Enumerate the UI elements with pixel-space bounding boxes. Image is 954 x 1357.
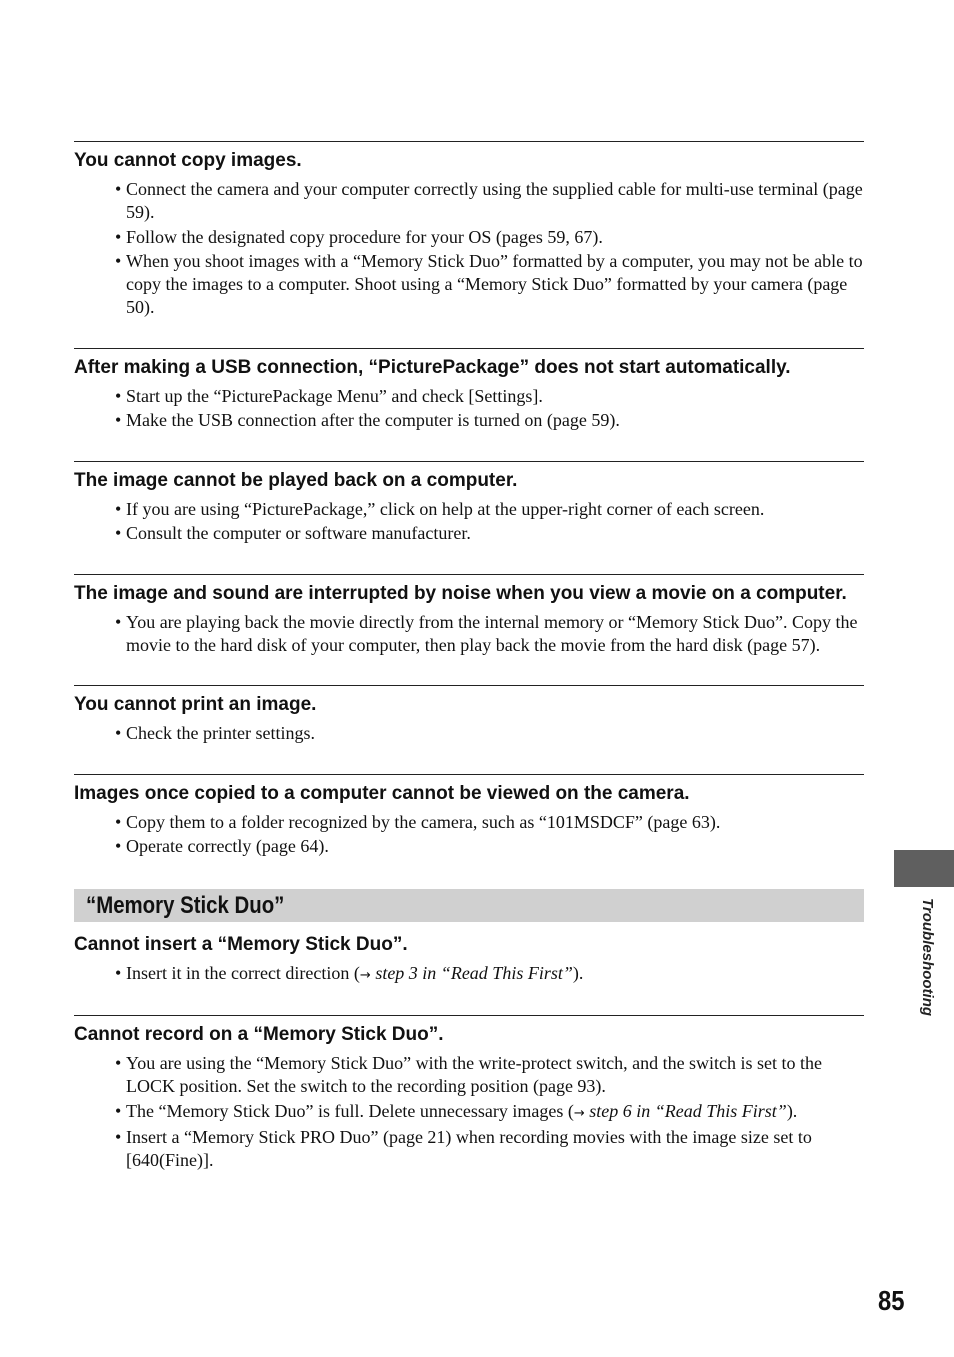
section-copied-images-camera: [74, 774, 864, 889]
section-heading: Cannot record on a “Memory Stick Duo”.: [74, 1024, 444, 1045]
section-cannot-insert: [74, 922, 864, 1016]
bullet-list: [74, 178, 864, 319]
list-item: • Connect the camera and your computer correctly using the supplied cable for multi-use terminal (page 59).: [115, 178, 864, 224]
list-item: • If you are using “PicturePackage,” click on help at the upper-right corner of each screen.: [115, 498, 864, 521]
list-item: • Copy them to a folder recognized by the camera, such as “101MSDCF” (page 63).: [115, 811, 864, 834]
item-text: The “Memory Stick Duo” is full. Delete unnecessary images (: [126, 1100, 574, 1121]
item-text: ).: [786, 1100, 798, 1121]
bullet-list: [74, 385, 864, 433]
section-movie-noise: [74, 574, 864, 686]
bullet-list: [74, 611, 864, 657]
list-item: [115, 1100, 864, 1125]
item-text: ).: [572, 962, 584, 983]
list-item: [115, 962, 864, 987]
section-heading: After making a USB connection, “PicturePackage” does not start automatically.: [74, 356, 791, 378]
section-heading: Cannot insert a “Memory Stick Duo”.: [74, 933, 408, 955]
page-number: 85: [878, 1285, 905, 1316]
cross-reference-text: step 3 in “Read This First”: [370, 962, 573, 983]
bullet-list: [74, 962, 864, 987]
list-item: • Make the USB connection after the computer is turned on (page 59).: [115, 409, 864, 432]
bullet-list: [74, 1052, 864, 1172]
list-item: • Consult the computer or software manufacturer.: [115, 522, 864, 545]
list-item: • You are playing back the movie directly from the internal memory or “Memory Stick Duo”. Copy the movie to the hard disk of your computer, then play back the movie from the hard disk (page 57).: [115, 611, 864, 657]
list-item: • Check the printer settings.: [115, 722, 864, 745]
section-playback-computer: [74, 461, 864, 574]
list-item: • Insert a “Memory Stick PRO Duo” (page 21) when recording movies with the image size set to [640(Fine)].: [115, 1126, 864, 1172]
cross-reference-text: step 6 in “Read This First”: [584, 1100, 787, 1121]
arrow-icon: →: [359, 967, 371, 983]
bullet-list: [74, 722, 864, 745]
page-content: [74, 141, 864, 1201]
item-text: Insert it in the correct direction (: [126, 962, 360, 983]
memory-stick-duo-banner: [74, 889, 864, 922]
cross-reference: [574, 1101, 787, 1121]
section-heading: You cannot print an image.: [74, 694, 317, 715]
arrow-icon: →: [573, 1105, 585, 1121]
chapter-label: Troubleshooting: [919, 898, 936, 1017]
list-item: • Operate correctly (page 64).: [115, 835, 864, 858]
bullet-list: [74, 811, 864, 859]
list-item: • Follow the designated copy procedure for your OS (pages 59, 67).: [115, 226, 864, 249]
section-heading: Images once copied to a computer cannot be viewed on the camera.: [74, 782, 690, 804]
section-cannot-copy: [74, 141, 864, 348]
section-heading: You cannot copy images.: [74, 150, 302, 171]
banner-title: “Memory Stick Duo”: [86, 891, 285, 919]
section-picturepackage-autostart: [74, 348, 864, 461]
cross-reference: [360, 963, 573, 983]
list-item: • When you shoot images with a “Memory Stick Duo” formatted by a computer, you may not be able to copy the images to a computer. Shoot using a “Memory Stick Duo” formatted by your camera (page 50).: [115, 250, 864, 319]
list-item: • You are using the “Memory Stick Duo” with the write-protect switch, and the switch is set to the LOCK position. Set the switch to the recording position (page 93).: [115, 1052, 864, 1098]
chapter-tab: [894, 850, 954, 887]
section-cannot-record: [74, 1015, 864, 1201]
section-heading: The image cannot be played back on a computer.: [74, 469, 518, 491]
bullet-list: [74, 498, 864, 546]
list-item: • Start up the “PicturePackage Menu” and check [Settings].: [115, 385, 864, 408]
section-heading: The image and sound are interrupted by noise when you view a movie on a computer.: [74, 582, 847, 604]
section-cannot-print: [74, 685, 864, 774]
